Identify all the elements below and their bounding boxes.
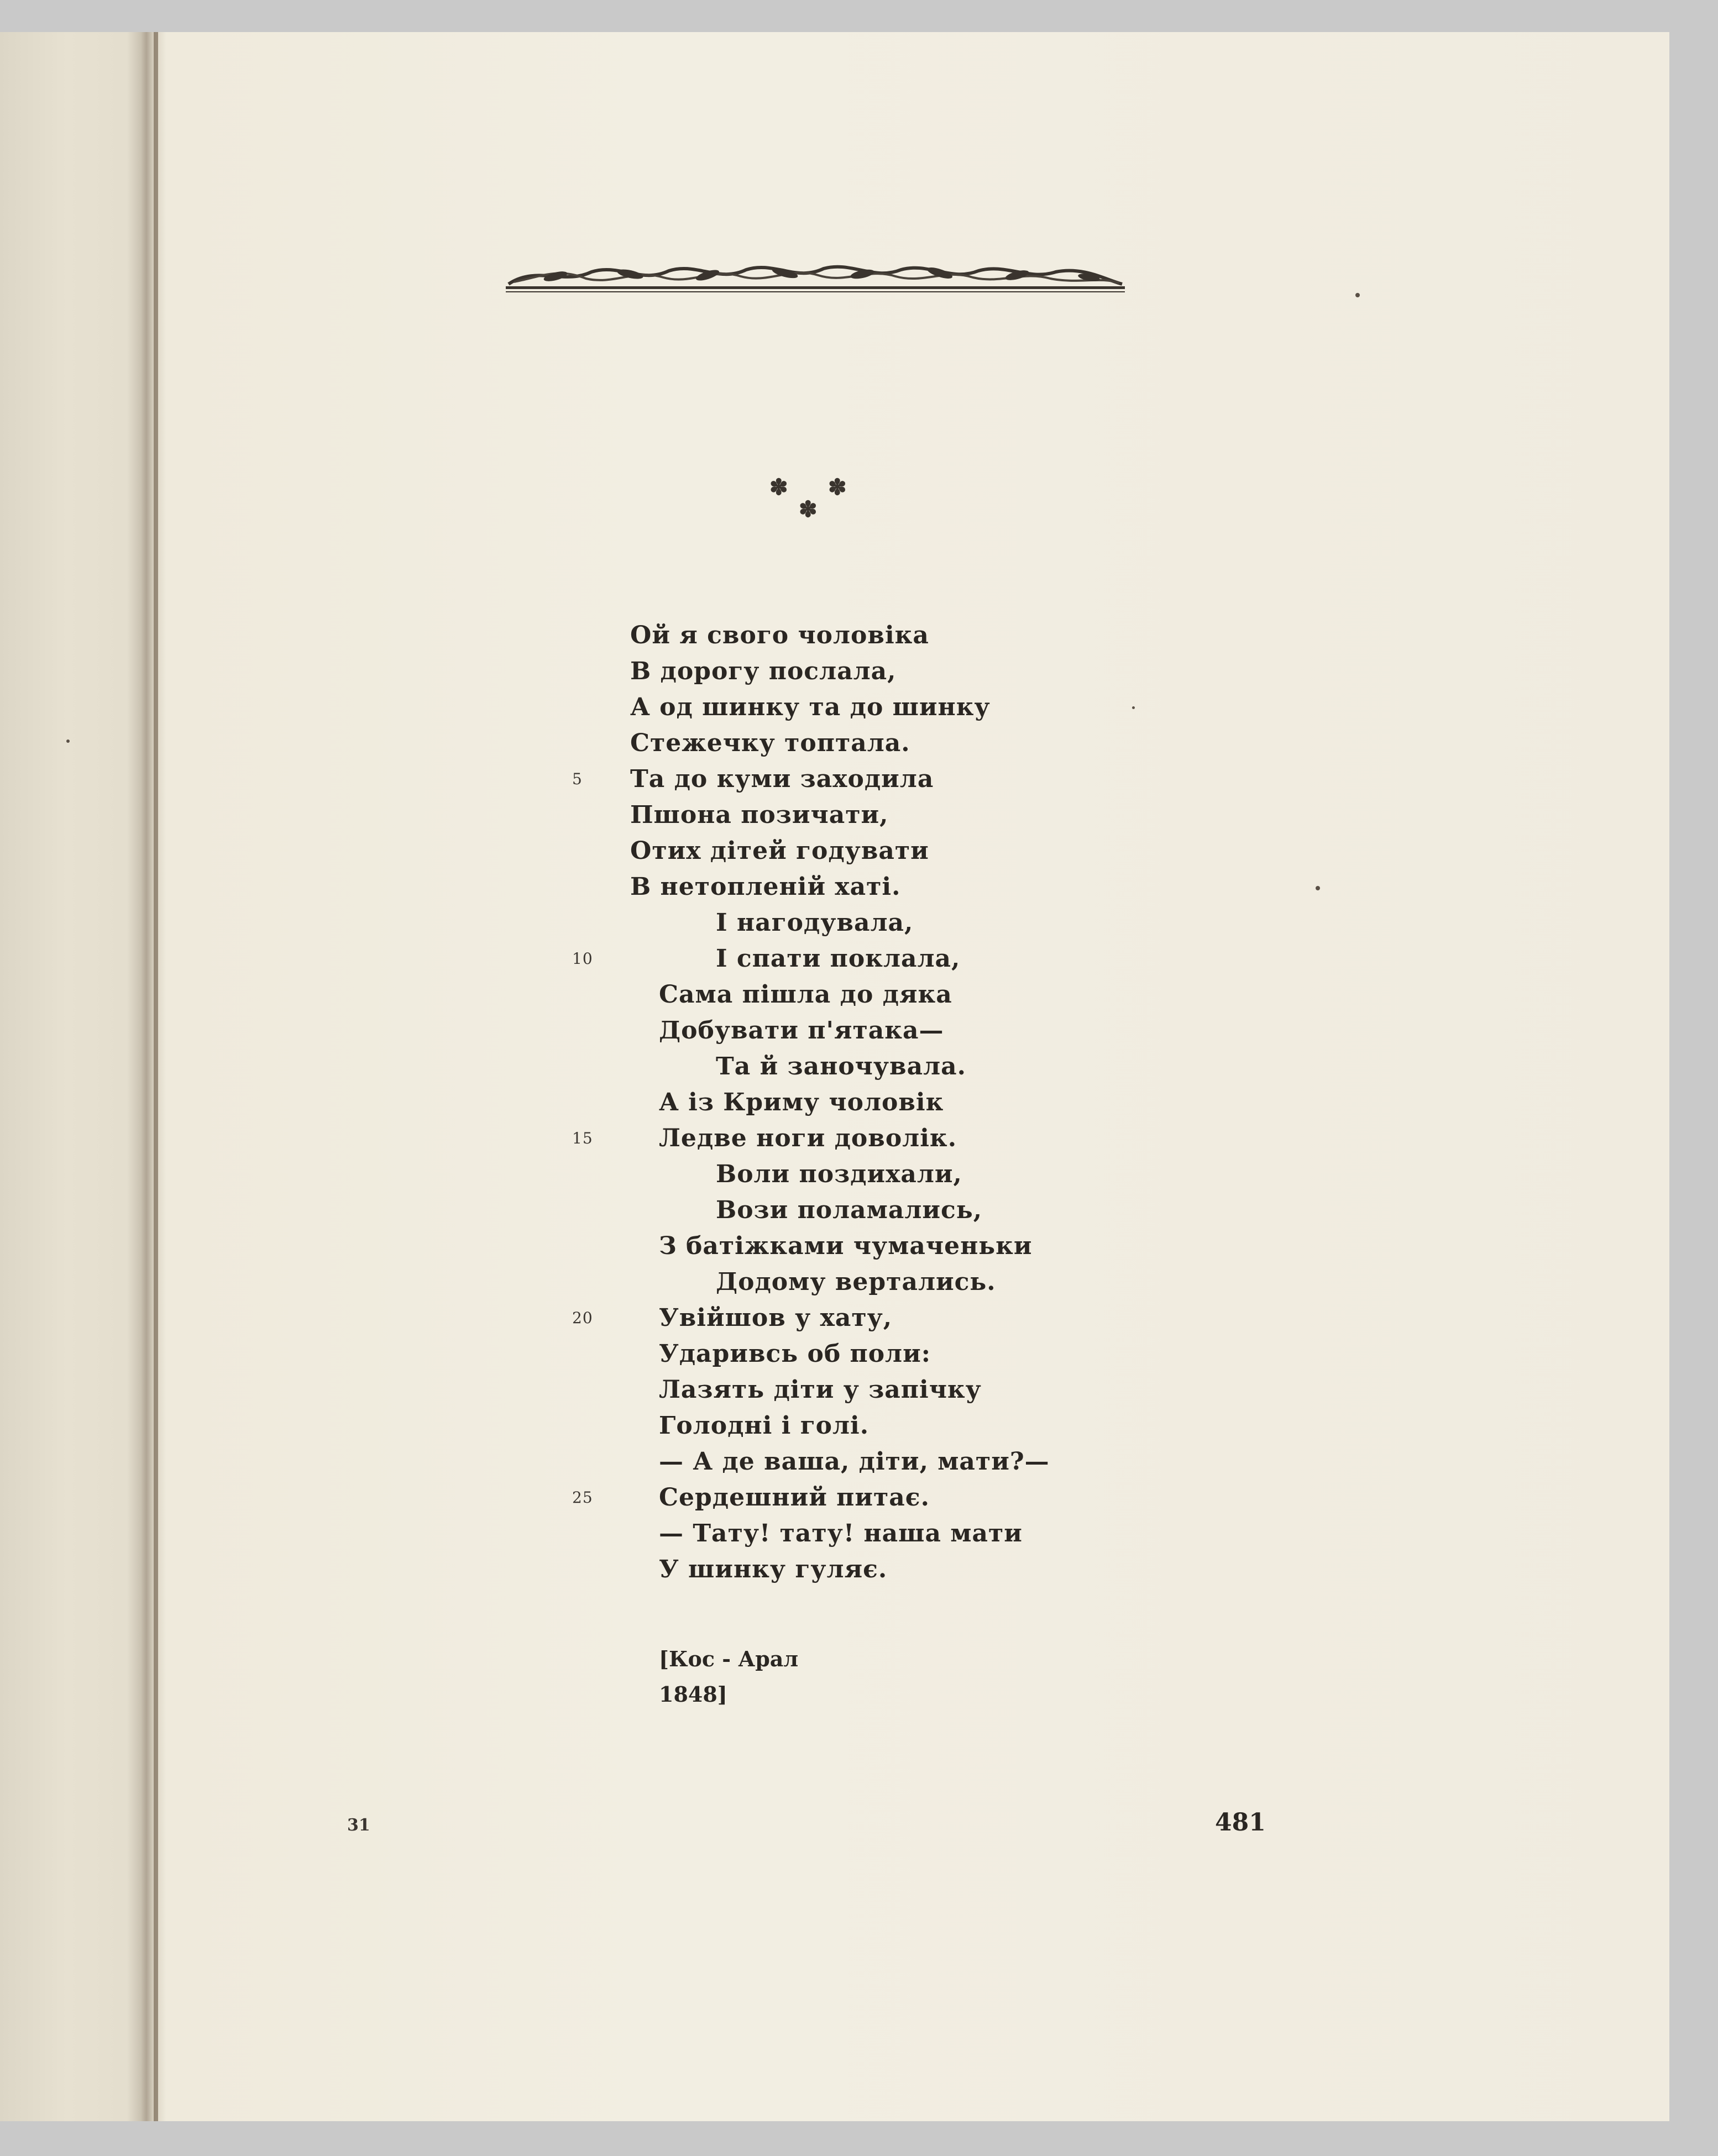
- dateline-year: 1848]: [659, 1682, 727, 1707]
- line-text: Сердешний питає.: [659, 1483, 930, 1512]
- poem-line: [630, 1444, 1050, 1480]
- poem-line: [630, 798, 888, 833]
- asterism-ornament: [757, 470, 857, 531]
- line-text: Ударивсь об поли:: [659, 1340, 931, 1368]
- poem-line: [572, 941, 961, 977]
- line-number: 5: [572, 770, 583, 788]
- line-text: І спати поклала,: [716, 945, 961, 973]
- line-number: 25: [572, 1488, 593, 1507]
- svg-text:✽: ✽: [769, 474, 788, 500]
- poem-line: [630, 1265, 996, 1300]
- line-text: А од шинку та до шинку: [630, 693, 991, 721]
- line-text: Добувати п'ятака—: [659, 1016, 944, 1045]
- line-number: 20: [572, 1309, 593, 1327]
- dateline: [659, 1641, 798, 1712]
- paper-speck: [66, 739, 70, 743]
- poem-line: [572, 1480, 930, 1515]
- line-text: Ой я свого чоловіка: [630, 621, 929, 649]
- ornamental-headpiece: [503, 260, 1128, 298]
- poem-line: [572, 1121, 957, 1156]
- line-text: В дорогу послала,: [630, 657, 897, 685]
- line-text: — Тату! тату! наша мати: [659, 1519, 1023, 1548]
- line-text: І нагодувала,: [716, 909, 914, 937]
- line-text: Сама пішла до дяка: [659, 980, 952, 1009]
- poem-line: [630, 1193, 982, 1228]
- line-number: 10: [572, 950, 593, 968]
- page-number: 481: [1215, 1808, 1266, 1837]
- poem-line: [630, 726, 910, 761]
- poem-line: [630, 905, 913, 941]
- book-gutter-shadow: [127, 32, 166, 2121]
- line-text: У шинку гуляє.: [659, 1555, 888, 1583]
- svg-text:✽: ✽: [799, 496, 818, 522]
- poem-line: [630, 869, 900, 905]
- line-text: В нетопленій хаті.: [630, 873, 901, 901]
- line-text: Увійшов у хату,: [659, 1304, 893, 1332]
- dateline-place: [Кос - Арал: [659, 1646, 799, 1671]
- line-text: Ледве ноги доволік.: [659, 1124, 957, 1152]
- poem-line: [630, 977, 952, 1013]
- line-text: Та до куми заходила: [630, 765, 934, 793]
- line-text: Голодні і голі.: [659, 1412, 870, 1440]
- paper-speck: [1132, 706, 1135, 709]
- poem-line: [630, 1049, 966, 1084]
- line-text: Отих дітей годувати: [630, 837, 929, 865]
- paper-speck: [1355, 293, 1360, 297]
- svg-text:✽: ✽: [828, 474, 847, 500]
- line-number: 15: [572, 1129, 593, 1147]
- poem-line: [630, 654, 896, 689]
- signature-number: 31: [347, 1816, 370, 1835]
- poem-line: [630, 1516, 1023, 1551]
- poem-line: [630, 1013, 944, 1048]
- poem-line: [630, 690, 991, 725]
- line-text: Та й заночувала.: [716, 1052, 966, 1080]
- poem-line: [572, 1300, 893, 1336]
- line-text: Лазять діти у запічку: [659, 1376, 982, 1404]
- line-text: Пшона позичати,: [630, 801, 889, 829]
- line-text: А із Криму чоловік: [659, 1088, 944, 1116]
- line-text: Вози поламались,: [716, 1196, 983, 1224]
- poem-line: [630, 1157, 962, 1192]
- paper-speck: [1316, 886, 1320, 890]
- poem-line: [630, 1085, 944, 1120]
- poem-line: [630, 1372, 982, 1408]
- line-text: Стежечку топтала.: [630, 729, 910, 757]
- poem-line: [630, 1552, 887, 1587]
- line-text: Воли поздихали,: [716, 1160, 962, 1188]
- line-text: — А де ваша, діти, мати?—: [659, 1447, 1050, 1476]
- line-text: З батіжками чумаченьки: [659, 1232, 1033, 1260]
- poem-line: [630, 833, 929, 869]
- poem-line: [630, 1336, 931, 1372]
- poem-line: [630, 1408, 869, 1444]
- book-spine-edge: [154, 32, 158, 2121]
- poem-line: [630, 618, 929, 653]
- poem-line: [572, 762, 934, 797]
- line-text: Додому вертались.: [716, 1268, 996, 1296]
- poem-line: [630, 1229, 1033, 1264]
